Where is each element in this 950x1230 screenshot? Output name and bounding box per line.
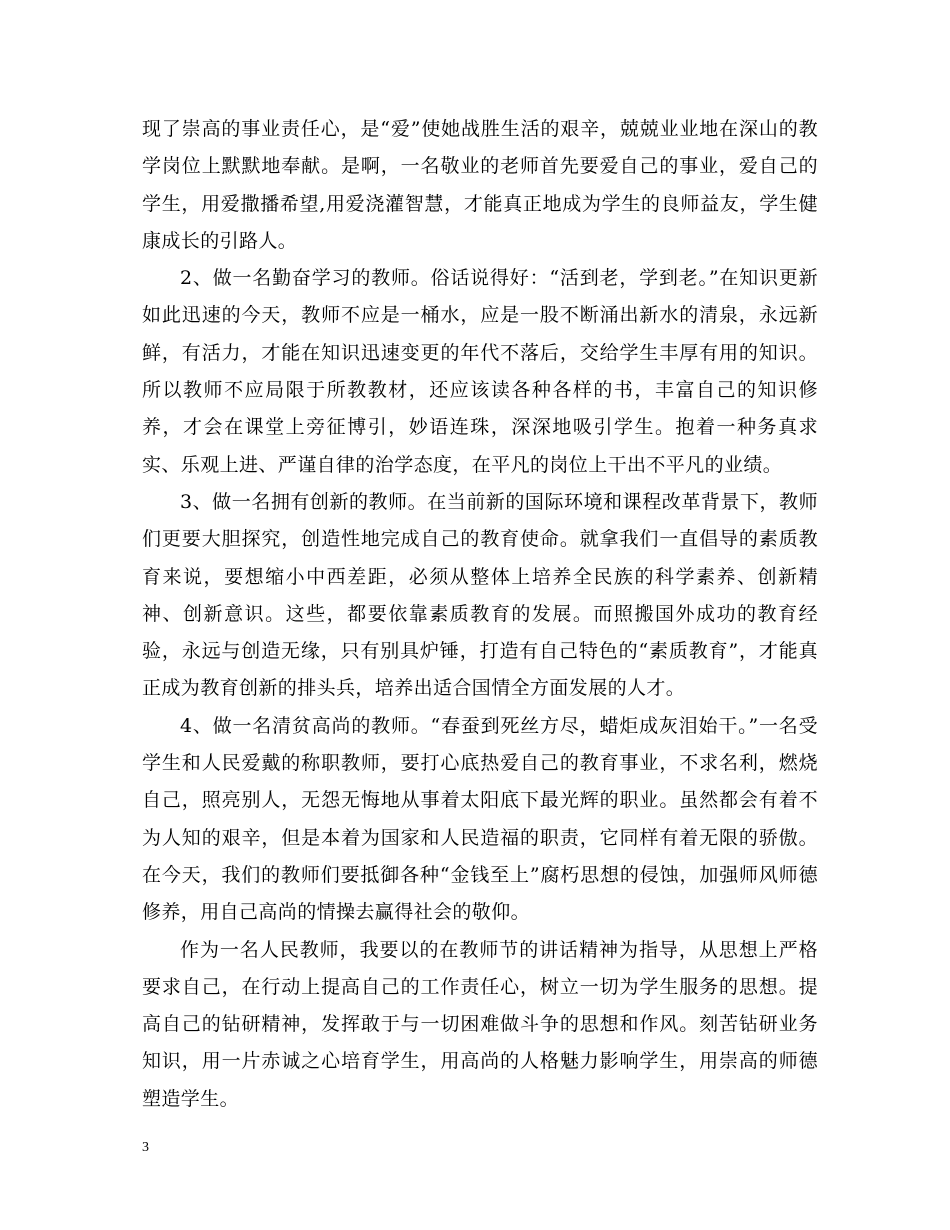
- paragraph-conclusion: 作为一名人民教师，我要以的在教师节的讲话精神为指导，从思想上严格要求自己，在行动上提高自己的工作责任心，树立一切为学生服务的思想。提高自己的钻研精神，发挥敢于与一切困难做斗争的思想和作风。刻苦钻研业务知识，用一片赤诚之心培育学生，用高尚的人格魅力影响学生，用崇高的师德塑造学生。: [142, 938, 818, 1110]
- paragraph-diligent-learning: 2、做一名勤奋学习的教师。俗话说得好：“活到老，学到老。”在知识更新如此迅速的今天，教师不应是一桶水，应是一股不断涌出新水的清泉，永远新鲜，有活力，才能在知识迅速变更的年代不落后，交给学生丰厚有用的知识。所以教师不应局限于所教教材，还应该读各种各样的书，丰富自己的知识修养，才会在课堂上旁征博引，妙语连珠，深深地吸引学生。抱着一种务真求实、乐观上进、严谨自律的治学态度，在平凡的岗位上干出不平凡的业绩。: [142, 267, 818, 476]
- paragraph-noble-teacher: 4、做一名清贫高尚的教师。“春蚕到死丝方尽，蜡炬成灰泪始干。”一名受学生和人民爱戴的称职教师，要打心底热爱自己的教育事业，不求名利，燃烧自己，照亮别人，无怨无悔地从事着太阳底下最光辉的职业。虽然都会有着不为人知的艰辛，但是本着为国家和人民造福的职责，它同样有着无限的骄傲。在今天，我们的教师们要抵御各种“金钱至上”腐朽思想的侵蚀，加强师风师德修养，用自己高尚的情操去赢得社会的敬仰。: [142, 714, 818, 924]
- paragraph-innovation: 3、做一名拥有创新的教师。在当前新的国际环境和课程改革背景下，教师们更要大胆探究，创造性地完成自己的教育使命。就拿我们一直倡导的素质教育来说，要想缩小中西差距，必须从整体上培养全民族的科学素养、创新精神、创新意识。这些，都要依靠素质教育的发展。而照搬国外成功的教育经验，永远与创造无缘，只有别具炉锤，打造有自己特色的“素质教育”，才能真正成为教育创新的排头兵，培养出适合国情全方面发展的人才。: [142, 490, 818, 700]
- page-number: 3: [142, 1140, 149, 1155]
- paragraph-continuation: 现了崇高的事业责任心，是“爱”使她战胜生活的艰辛，兢兢业业地在深山的教学岗位上默默地奉献。是啊，一名敬业的老师首先要爱自己的事业，爱自己的学生，用爱撒播希望,用爱浇灌智慧，才能真正地成为学生的良师益友，学生健康成长的引路人。: [142, 118, 818, 252]
- body-text: [142, 111, 818, 1118]
